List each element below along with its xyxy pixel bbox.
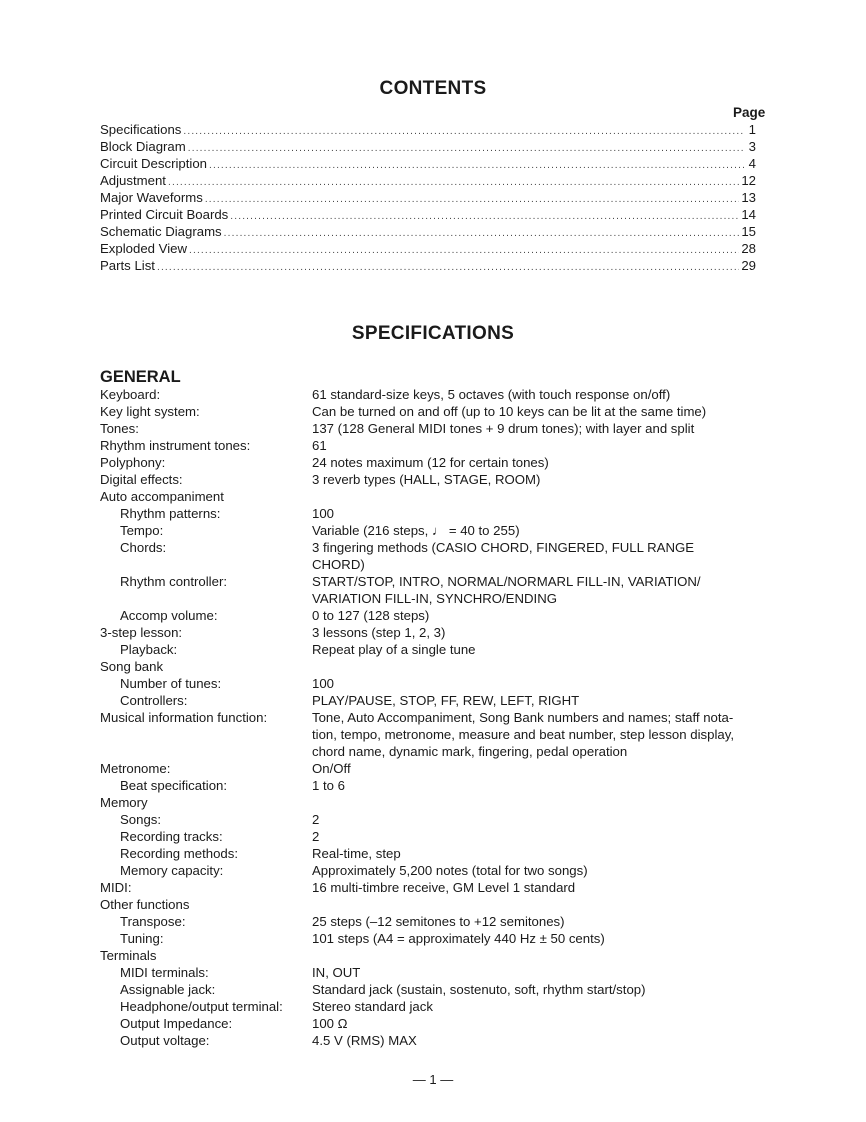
spec-label: Controllers: — [120, 693, 188, 708]
spec-row — [100, 506, 780, 523]
spec-row — [100, 897, 780, 914]
toc-dot-leader — [209, 160, 744, 171]
spec-value: 3 fingering methods (CASIO CHORD, FINGERED, FULL RANGE — [312, 540, 695, 555]
toc-dot-leader — [224, 228, 740, 239]
spec-row — [100, 744, 780, 761]
spec-value: Stereo standard jack — [312, 999, 433, 1014]
spec-row — [100, 693, 780, 710]
toc-dot-leader — [189, 245, 739, 256]
section-heading-general: GENERAL — [100, 368, 181, 386]
spec-value: 16 multi-timbre receive, GM Level 1 standard — [312, 880, 576, 895]
spec-row — [100, 761, 780, 778]
spec-value: Standard jack (sustain, sostenuto, soft, rhythm start/stop) — [312, 982, 646, 997]
toc-entry-title: Circuit Description — [100, 156, 207, 171]
spec-row — [100, 795, 780, 812]
spec-row — [100, 489, 780, 506]
toc-entry[interactable] — [100, 139, 756, 156]
spec-label: Key light system: — [100, 404, 200, 419]
spec-value: Can be turned on and off (up to 10 keys can be lit at the same time) — [312, 404, 707, 419]
spec-label: MIDI terminals: — [120, 965, 209, 980]
spec-row — [100, 965, 780, 982]
toc-entry[interactable] — [100, 173, 756, 190]
toc-entry-page: 14 — [741, 207, 756, 222]
spec-label: Playback: — [120, 642, 178, 657]
spec-label: Other functions — [100, 897, 190, 912]
spec-value: 4.5 V (RMS) MAX — [312, 1033, 417, 1048]
toc-entry-title: Schematic Diagrams — [100, 224, 222, 239]
spec-value: 137 (128 General MIDI tones + 9 drum tones); with layer and split — [312, 421, 695, 436]
spec-value: 3 lessons (step 1, 2, 3) — [312, 625, 446, 640]
spec-row — [100, 608, 780, 625]
spec-row — [100, 999, 780, 1016]
spec-row — [100, 676, 780, 693]
toc-dot-leader — [157, 262, 739, 273]
spec-value: Variable (216 steps, ♩ = 40 to 255) — [312, 523, 520, 538]
toc-entry[interactable] — [100, 207, 756, 224]
spec-row — [100, 880, 780, 897]
toc-entry-page: 12 — [741, 173, 756, 188]
toc-dot-leader — [230, 211, 739, 222]
page-column-label: Page — [733, 105, 766, 120]
spec-value: On/Off — [312, 761, 351, 776]
spec-row — [100, 710, 780, 727]
spec-label: Songs: — [120, 812, 162, 827]
spec-label: Terminals — [100, 948, 157, 963]
spec-row — [100, 591, 780, 608]
toc-entry[interactable] — [100, 156, 756, 173]
spec-row — [100, 812, 780, 829]
spec-row — [100, 914, 780, 931]
toc-entry[interactable] — [100, 224, 756, 241]
specifications-title: SPECIFICATIONS — [351, 323, 515, 344]
toc-entry[interactable] — [100, 190, 756, 207]
spec-label: Transpose: — [120, 914, 186, 929]
spec-row — [100, 540, 780, 557]
toc-dot-leader — [188, 143, 744, 154]
spec-row — [100, 557, 780, 574]
spec-value: CHORD) — [312, 557, 365, 572]
spec-value: PLAY/PAUSE, STOP, FF, REW, LEFT, RIGHT — [312, 693, 580, 708]
spec-row — [100, 404, 780, 421]
spec-label: Song bank — [100, 659, 164, 674]
spec-label: Number of tunes: — [120, 676, 222, 691]
spec-row — [100, 642, 780, 659]
spec-value: tion, tempo, metronome, measure and beat number, step lesson display, — [312, 727, 734, 742]
table-of-contents — [100, 122, 756, 275]
spec-value: 2 — [312, 812, 320, 827]
spec-label: Tones: — [100, 421, 139, 436]
spec-value: 61 — [312, 438, 327, 453]
spec-value: Approximately 5,200 notes (total for two songs) — [312, 863, 588, 878]
toc-entry-title: Major Waveforms — [100, 190, 203, 205]
spec-value: 0 to 127 (128 steps) — [312, 608, 430, 623]
contents-title: CONTENTS — [379, 78, 487, 99]
spec-label: Beat specification: — [120, 778, 228, 793]
spec-row — [100, 421, 780, 438]
spec-label: Recording tracks: — [120, 829, 223, 844]
spec-value: 1 to 6 — [312, 778, 345, 793]
spec-label: Auto accompaniment — [100, 489, 224, 504]
spec-row — [100, 778, 780, 795]
spec-label: Tuning: — [120, 931, 164, 946]
spec-value: Tone, Auto Accompaniment, Song Bank numbers and names; staff nota- — [312, 710, 734, 725]
page-number: — 1 — — [412, 1072, 454, 1087]
spec-label: Memory capacity: — [120, 863, 224, 878]
spec-label: Chords: — [120, 540, 167, 555]
spec-row — [100, 982, 780, 999]
toc-dot-leader — [205, 194, 740, 205]
spec-label: Output Impedance: — [120, 1016, 233, 1031]
spec-value: chord name, dynamic mark, fingering, pedal operation — [312, 744, 628, 759]
toc-dot-leader — [168, 177, 739, 188]
spec-label: Rhythm instrument tones: — [100, 438, 251, 453]
spec-value: Repeat play of a single tune — [312, 642, 476, 657]
spec-value: 100 Ω — [312, 1016, 348, 1031]
spec-value: 25 steps (–12 semitones to +12 semitones) — [312, 914, 565, 929]
toc-entry-page: 13 — [741, 190, 756, 205]
toc-entry[interactable] — [100, 258, 756, 275]
spec-row — [100, 948, 780, 965]
toc-entry-title: Printed Circuit Boards — [100, 207, 229, 222]
spec-label: Accomp volume: — [120, 608, 218, 623]
spec-row — [100, 1016, 780, 1033]
toc-dot-leader — [183, 126, 744, 137]
spec-row — [100, 829, 780, 846]
spec-row — [100, 1033, 780, 1050]
toc-entry-page: 3 — [748, 139, 756, 154]
spec-row — [100, 387, 780, 404]
toc-entry-page: 28 — [741, 241, 756, 256]
toc-entry-page: 1 — [748, 122, 756, 137]
spec-row — [100, 846, 780, 863]
spec-label: Keyboard: — [100, 387, 161, 402]
toc-entry[interactable] — [100, 122, 756, 139]
spec-label: Rhythm patterns: — [120, 506, 221, 521]
toc-entry-page: 4 — [748, 156, 756, 171]
spec-label: Headphone/output terminal: — [120, 999, 283, 1014]
toc-entry-title: Exploded View — [100, 241, 187, 256]
spec-value: 100 — [312, 676, 335, 691]
spec-row — [100, 574, 780, 591]
spec-label: Output voltage: — [120, 1033, 210, 1048]
spec-row — [100, 863, 780, 880]
spec-label: Polyphony: — [100, 455, 166, 470]
spec-value: 101 steps (A4 = approximately 440 Hz ± 50 cents) — [312, 931, 605, 946]
spec-row — [100, 472, 780, 489]
spec-row — [100, 931, 780, 948]
toc-entry-page: 15 — [741, 224, 756, 239]
spec-label: Recording methods: — [120, 846, 239, 861]
toc-entry-title: Parts List — [100, 258, 155, 273]
spec-label: Digital effects: — [100, 472, 183, 487]
spec-row — [100, 438, 780, 455]
spec-value: 2 — [312, 829, 320, 844]
spec-row — [100, 659, 780, 676]
toc-entry-title: Adjustment — [100, 173, 166, 188]
spec-label: Musical information function: — [100, 710, 268, 725]
toc-entry-title: Specifications — [100, 122, 182, 137]
spec-value: 100 — [312, 506, 335, 521]
spec-value: VARIATION FILL-IN, SYNCHRO/ENDING — [312, 591, 557, 606]
spec-value: 24 notes maximum (12 for certain tones) — [312, 455, 549, 470]
spec-value: 61 standard-size keys, 5 octaves (with touch response on/off) — [312, 387, 671, 402]
specifications-list — [100, 387, 780, 1050]
toc-entry[interactable] — [100, 241, 756, 258]
spec-row — [100, 523, 780, 540]
spec-label: Tempo: — [120, 523, 164, 538]
spec-row — [100, 625, 780, 642]
spec-label: Metronome: — [100, 761, 171, 776]
spec-row — [100, 727, 780, 744]
spec-label: MIDI: — [100, 880, 132, 895]
spec-row — [100, 455, 780, 472]
spec-label: Rhythm controller: — [120, 574, 228, 589]
spec-value: Real-time, step — [312, 846, 401, 861]
spec-label: Assignable jack: — [120, 982, 216, 997]
spec-label: Memory — [100, 795, 148, 810]
toc-entry-page: 29 — [741, 258, 756, 273]
spec-value: 3 reverb types (HALL, STAGE, ROOM) — [312, 472, 541, 487]
toc-entry-title: Block Diagram — [100, 139, 186, 154]
spec-label: 3-step lesson: — [100, 625, 183, 640]
spec-value: IN, OUT — [312, 965, 361, 980]
spec-value: START/STOP, INTRO, NORMAL/NORMARL FILL-IN, VARIATION/ — [312, 574, 701, 589]
